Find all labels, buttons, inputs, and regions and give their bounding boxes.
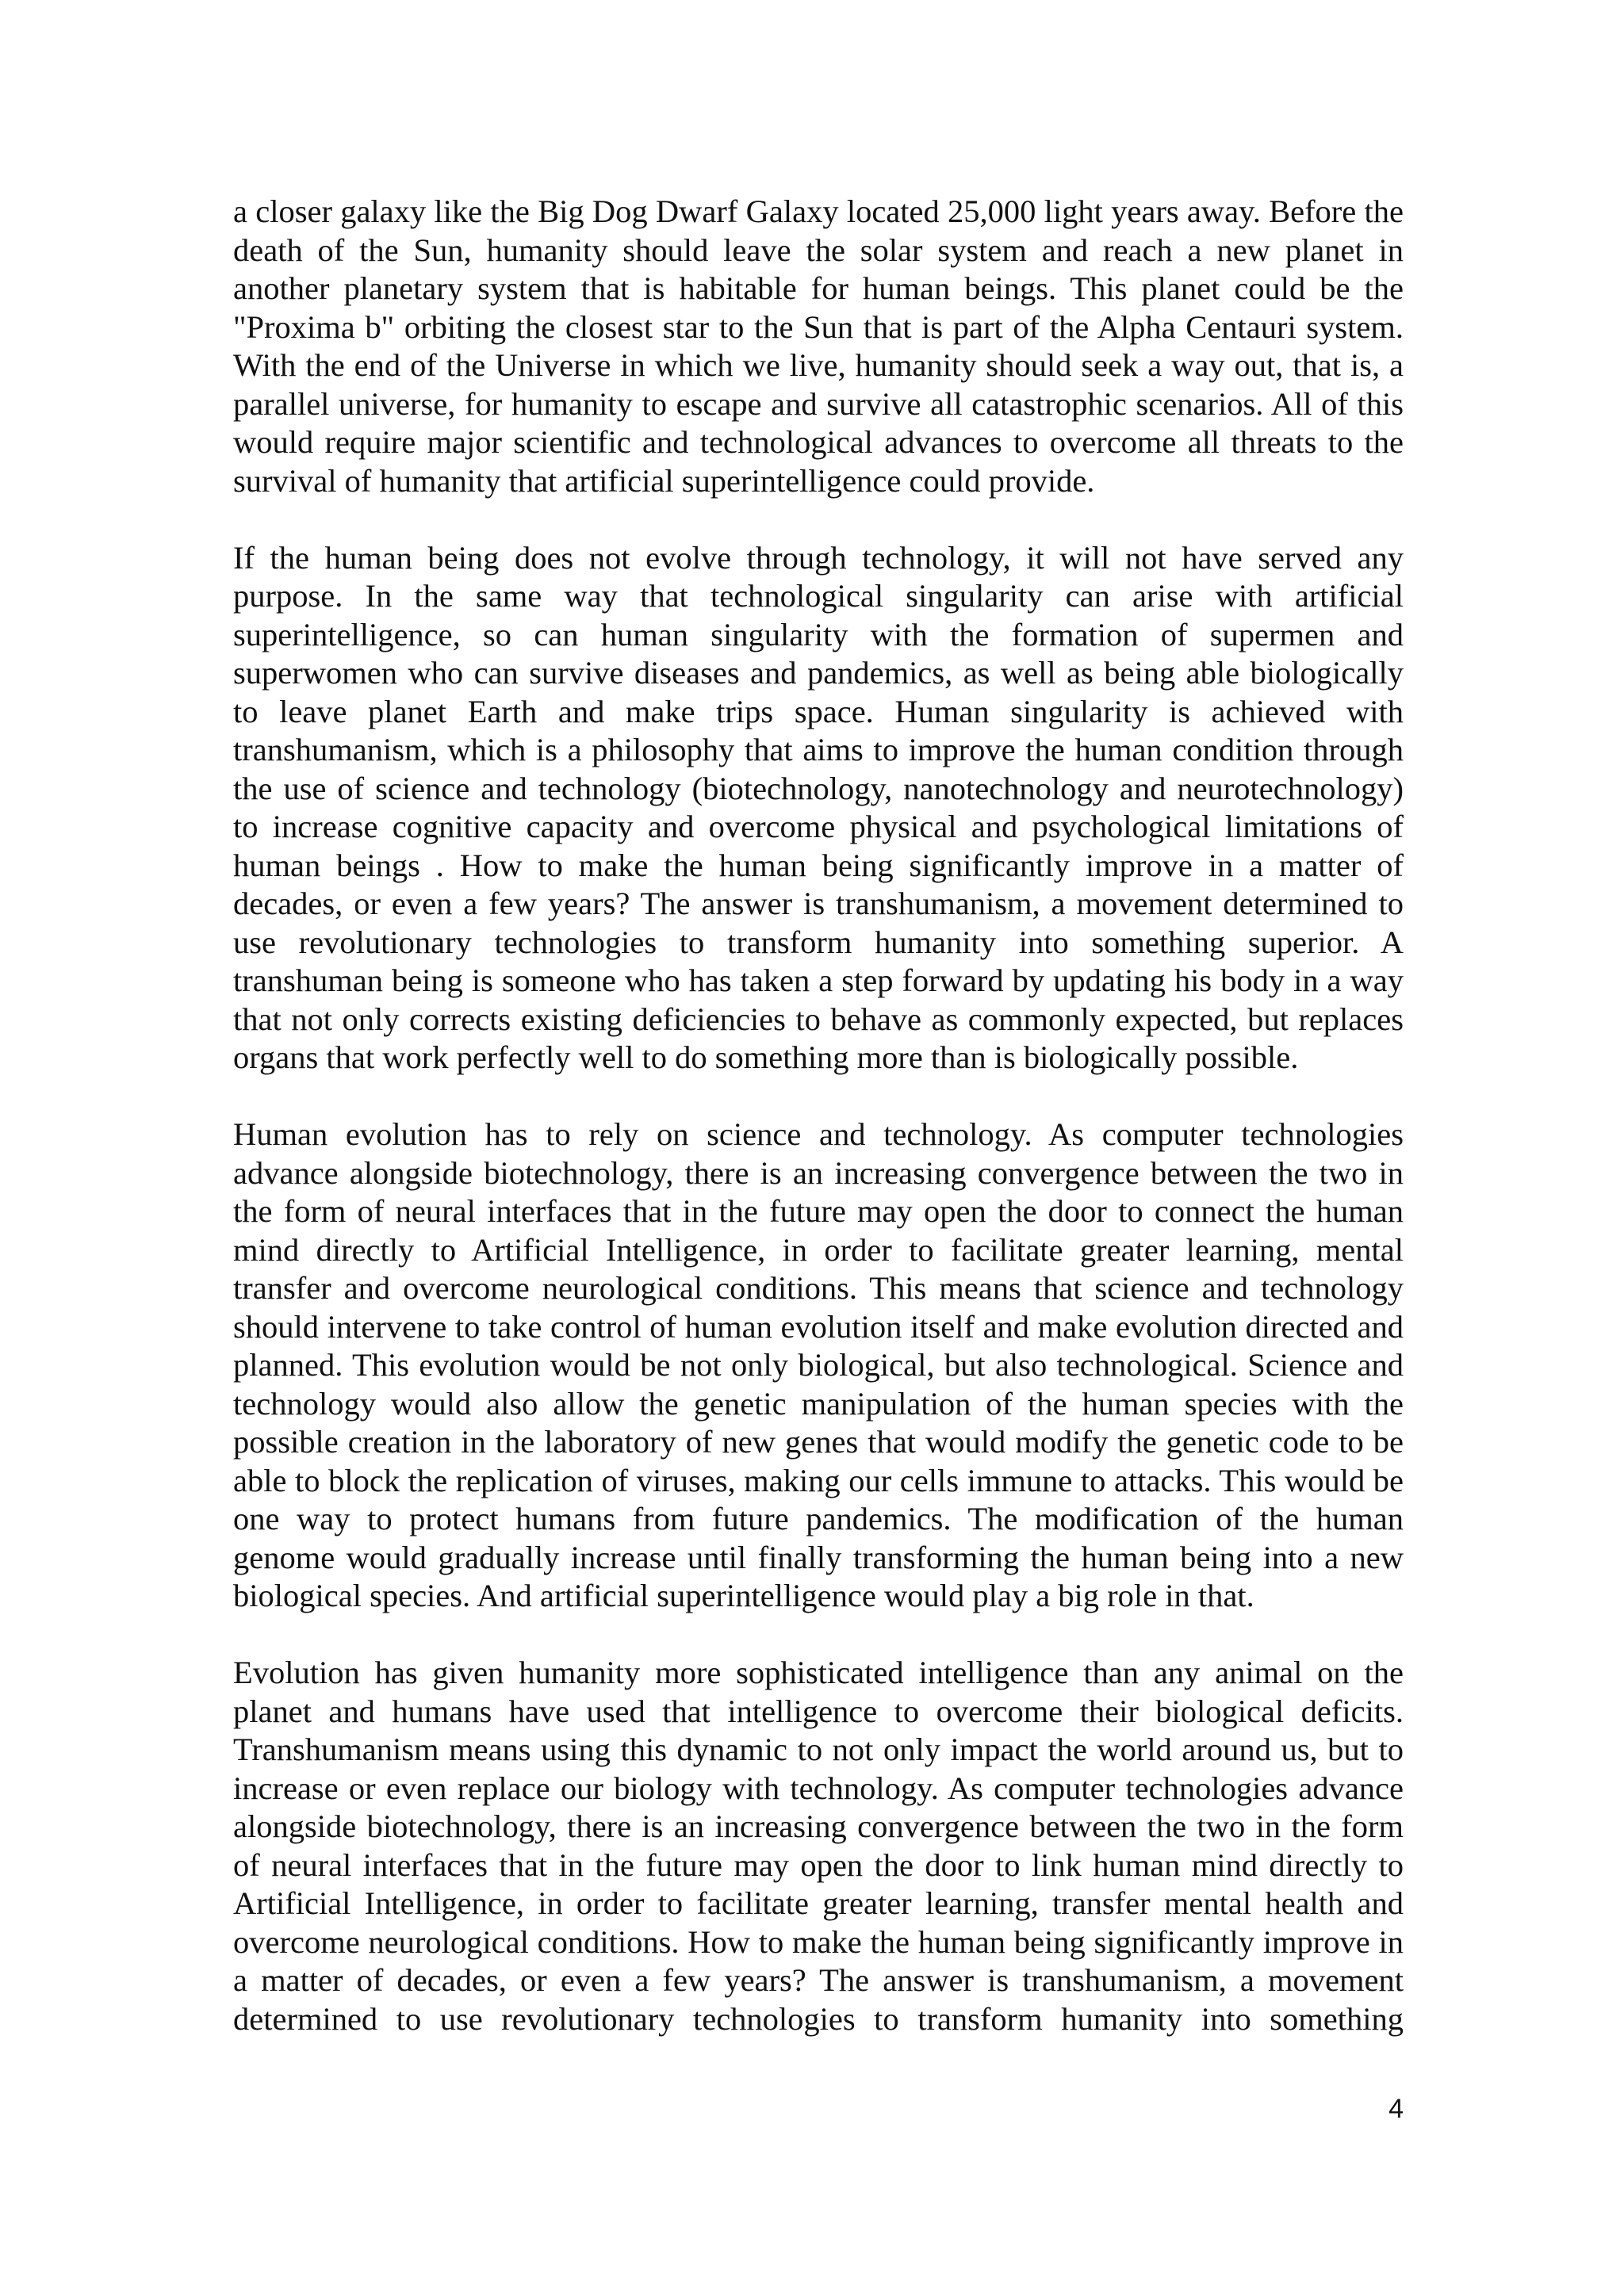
paragraph-4: Evolution has given humanity more sophisticated intelligence than any animal on the planet and humans have used that intelligence to overcome their biological deficits. Transhumanism means using this dynamic to not only impact the world around us, but to increase or even replace our biology with technology. As computer technologies advance alongside biotechnology, there is an increasing convergence between the two in the form of neural interfaces that in the future may open the door to link human mind directly to Artificial Intelligence, in order to facilitate greater learning, transfer mental health and overcome neurological conditions. How to make the human being significantly improve in a matter of decades, or even a few years? The answer is transhumanism, a movement determined to use revolutionary technologies to transform humanity into something [233, 1655, 1404, 2037]
paragraph-3: Human evolution has to rely on science and technology. As computer technologies advance alongside biotechnology, there is an increasing convergence between the two in the form of neural interfaces that in the future may open the door to connect the human mind directly to Artificial Intelligence, in order to facilitate greater learning, mental transfer and overcome neurological conditions. This means that science and technology should intervene to take control of human evolution itself and make evolution directed and planned. This evolution would be not only biological, but also technological. Science and technology would also allow the genetic manipulation of the human species with the possible creation in the laboratory of new genes that would modify the genetic code to be able to block the replication of viruses, making our cells immune to attacks. This would be one way to protect humans from future pandemics. The modification of the human genome would gradually increase until finally transforming the human being into a new biological species. And artificial superintelligence would play a big role in that. [233, 1116, 1404, 1613]
paragraph-2: If the human being does not evolve through technology, it will not have served any purpose. In the same way that technological singularity can arise with artificial superintelligence, so can human singularity with the formation of supermen and superwomen who can survive diseases and pandemics, as well as being able biologically to leave planet Earth and make trips space. Human singularity is achieved with transhumanism, which is a philosophy that aims to improve the human condition through the use of science and technology (biotechnology, nanotechnology and neurotechnology) to increase cognitive capacity and overcome physical and psychological limitations of human beings . How to make the human being significantly improve in a matter of decades, or even a few years? The answer is transhumanism, a movement determined to use revolutionary technologies to transform humanity into something superior. A transhuman being is someone who has taken a step forward by updating his body in a way that not only corrects existing deficiencies to behave as commonly expected, but replaces organs that work perfectly well to do something more than is biologically possible. [233, 539, 1404, 1075]
paragraph-1: a closer galaxy like the Big Dog Dwarf Galaxy located 25,000 light years away. Before the death of the Sun, humanity should leave the solar system and reach a new planet in another planetary system that is habitable for human beings. This planet could be the "Proxima b" orbiting the closest star to the Sun that is part of the Alpha Centauri system. With the end of the Universe in which we live, humanity should seek a way out, that is, a parallel universe, for humanity to escape and survive all catastrophic scenarios. All of this would require major scientific and technological advances to overcome all threats to the survival of humanity that artificial superintelligence could provide. [233, 193, 1404, 499]
page-number: 4 [1388, 2094, 1404, 2124]
body-text [233, 193, 1404, 2038]
